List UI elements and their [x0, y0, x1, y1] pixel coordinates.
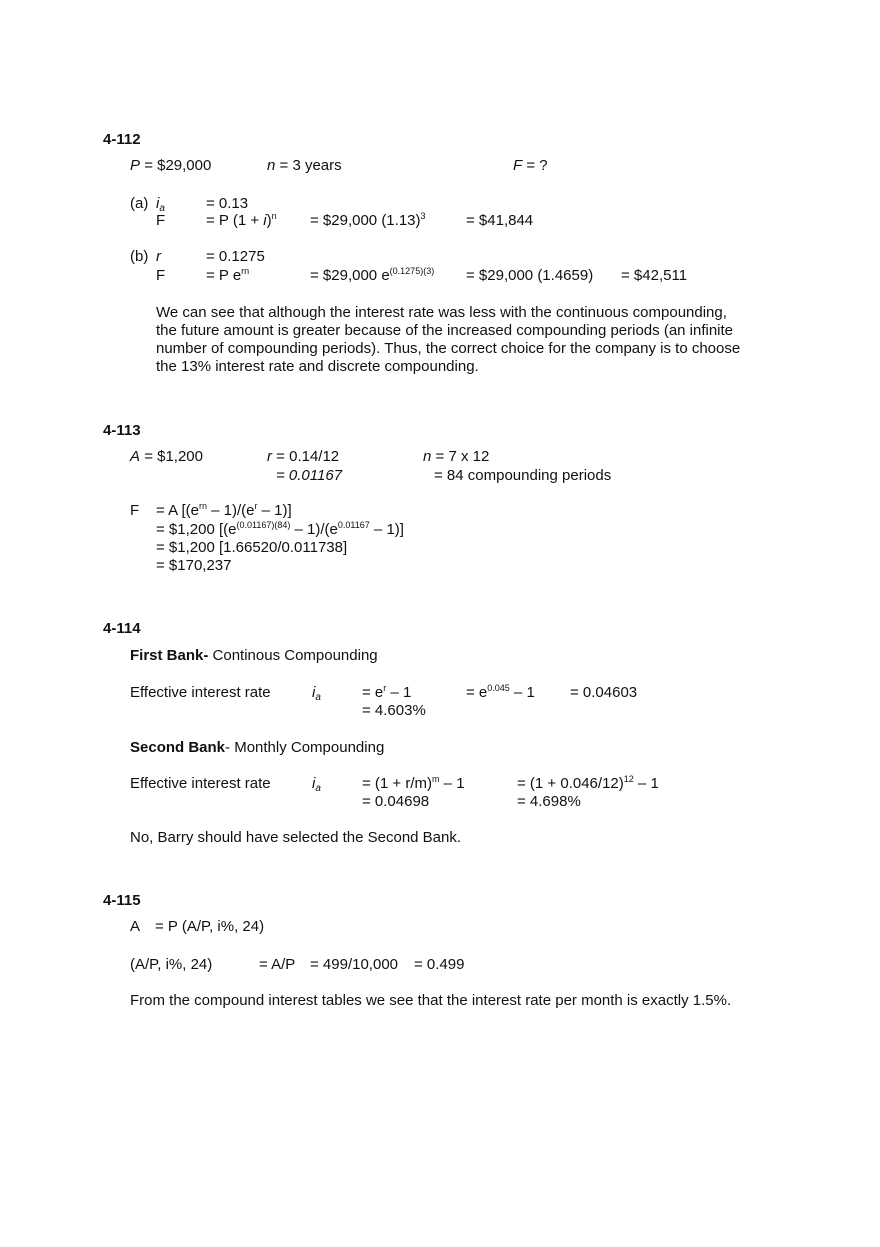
subscript: a: [159, 203, 165, 214]
superscript: m: [432, 774, 440, 784]
text: = e: [362, 684, 384, 701]
text: = A [(e: [156, 502, 199, 519]
var: n: [267, 157, 276, 174]
text: - Monthly Compounding: [225, 739, 385, 756]
part-a-label: (a): [130, 195, 149, 212]
paragraph-line: the 13% interest rate and discrete compounding.: [156, 358, 479, 375]
problem-heading-4-114: 4-114: [103, 620, 141, 637]
part-a-f: F: [156, 212, 166, 229]
equation-line-1: [156, 502, 292, 520]
part-b-result: = $42,511: [621, 267, 688, 284]
value: = ?: [526, 157, 548, 174]
superscript: 0.01167: [337, 520, 370, 530]
subscript: a: [315, 692, 321, 703]
text: – 1)/(e: [290, 521, 338, 538]
text: = (1 + 0.046/12): [517, 775, 624, 792]
text: = P (1 +: [206, 212, 264, 229]
bank1-percent: = 4.603%: [362, 702, 426, 719]
a-var: A: [130, 918, 141, 935]
superscript: r: [383, 683, 387, 693]
part-a-formula: [206, 212, 277, 230]
factor-eq2: = 499/10,000: [310, 956, 399, 973]
text: Continous Compounding: [208, 647, 378, 664]
ia-var: [312, 684, 321, 702]
var: A: [130, 448, 141, 465]
given-r: [267, 448, 339, 466]
bold-label: First Bank-: [130, 647, 209, 664]
superscript: n: [271, 211, 277, 221]
problem-heading-4-112: 4-112: [103, 131, 141, 148]
var: i: [312, 775, 316, 792]
var: n: [423, 448, 432, 465]
part-b-f: F: [156, 267, 166, 284]
value: = 3 years: [279, 157, 342, 174]
part-b-step: [310, 267, 434, 285]
var: i: [312, 684, 316, 701]
ia-var: [312, 775, 321, 793]
problem-heading-4-115: 4-115: [103, 892, 141, 909]
text: – 1)]: [369, 521, 404, 538]
part-b-formula: [206, 267, 249, 285]
bank1-formula: [362, 684, 411, 702]
text: – 1)]: [257, 502, 292, 519]
superscript: rn: [241, 266, 250, 276]
a-formula: = P (A/P, i%, 24): [155, 918, 265, 935]
text: – 1)/(e: [206, 502, 255, 519]
part-a-var: [156, 195, 165, 213]
subscript: a: [315, 783, 321, 794]
paragraph-line: number of compounding periods). Thus, the correct choice for the company is to choose: [156, 340, 741, 357]
text: ): [266, 212, 272, 229]
bank2-substitution: [517, 775, 659, 793]
paragraph-line: We can see that although the interest rate was less with the continuous compounding,: [156, 304, 727, 321]
factor-eq1: = A/P: [259, 956, 296, 973]
given-n: [267, 157, 342, 175]
part-b-label: (b): [130, 248, 149, 265]
bank2-formula: [362, 775, 465, 793]
bank2-percent: = 4.698%: [517, 793, 581, 810]
text: – 1: [439, 775, 465, 792]
f-var: F: [130, 502, 140, 519]
var: i: [263, 212, 267, 229]
problem-heading-4-113: 4-113: [103, 422, 141, 439]
explanation-paragraph: [156, 304, 796, 376]
effective-rate-label: Effective interest rate: [130, 775, 271, 792]
value: = 7 x 12: [435, 448, 490, 465]
conclusion-4-115: From the compound interest tables we see that the interest rate per month is exactly 1.5%.: [130, 992, 732, 1009]
paragraph-line: the future amount is greater because of the increased compounding periods (an infinite: [156, 322, 734, 339]
text: – 1: [386, 684, 412, 701]
given-p: [130, 157, 211, 175]
text: = (1 + r/m): [362, 775, 433, 792]
given-a: [130, 448, 203, 466]
superscript: 12: [623, 774, 634, 784]
text: = $29,000 e: [310, 267, 390, 284]
value: = 0.14/12: [276, 448, 340, 465]
text: = P e: [206, 267, 242, 284]
effective-rate-label: Effective interest rate: [130, 684, 271, 701]
text: – 1: [633, 775, 659, 792]
part-b-value: = 0.1275: [206, 248, 265, 265]
given-n-result: = 84 compounding periods: [434, 467, 612, 484]
superscript: 3: [420, 211, 426, 221]
conclusion-4-114: No, Barry should have selected the Second Bank.: [130, 829, 462, 846]
value: = $29,000: [144, 157, 212, 174]
part-a-step: [310, 212, 426, 230]
superscript: (0.1275)(3): [389, 266, 435, 276]
superscript: 0.045: [487, 683, 510, 693]
superscript: (0.01167)(84): [236, 520, 291, 530]
part-b-var: r: [156, 248, 161, 265]
value: = $1,200: [144, 448, 203, 465]
text: = $29,000 (1.13): [310, 212, 421, 229]
var: r: [267, 448, 272, 465]
equation-line-4: = $170,237: [156, 557, 232, 574]
part-a-value: = 0.13: [206, 195, 249, 212]
factor-eq3: = 0.499: [414, 956, 465, 973]
given-f: [513, 157, 548, 175]
first-bank-title: [130, 647, 378, 665]
text: = e: [466, 684, 488, 701]
bank1-substitution: [466, 684, 535, 702]
bank2-decimal: = 0.04698: [362, 793, 430, 810]
superscript: rn: [198, 501, 207, 511]
given-n: [423, 448, 489, 466]
part-b-step2: = $29,000 (1.4659): [466, 267, 594, 284]
given-r-decimal: = 0.01167: [276, 467, 343, 484]
factor-lhs: (A/P, i%, 24): [130, 956, 213, 973]
part-a-result: = $41,844: [466, 212, 534, 229]
equation-line-3: = $1,200 [1.66520/0.011738]: [156, 539, 348, 556]
text: = $1,200 [(e: [156, 521, 237, 538]
second-bank-title: [130, 739, 384, 757]
bold-label: Second Bank: [130, 739, 226, 756]
bank1-decimal: = 0.04603: [570, 684, 638, 701]
var: P: [130, 157, 141, 174]
equation-line-2: [156, 521, 404, 539]
var: i: [156, 195, 160, 212]
superscript: r: [254, 501, 258, 511]
var: F: [513, 157, 523, 174]
text: – 1: [509, 684, 535, 701]
